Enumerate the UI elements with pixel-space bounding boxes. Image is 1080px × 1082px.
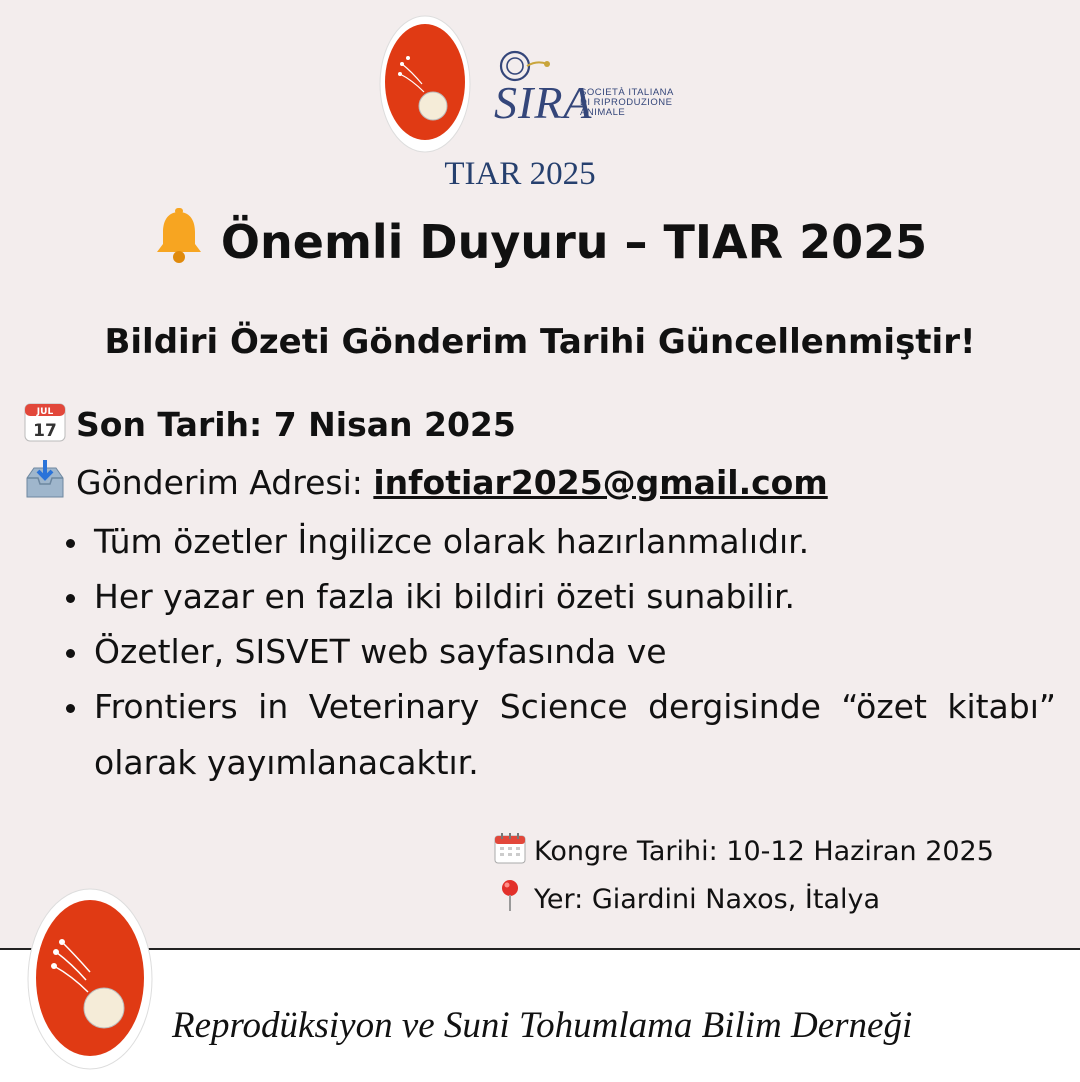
email-link[interactable]: infotiar2025@gmail.com <box>373 463 828 502</box>
sira-subtitle-line: SOCIETÀ ITALIANA <box>580 87 674 98</box>
list-item-text: Frontiers in Veterinary Science dergisinde “özet kitabı” olarak yayımlanacaktır. <box>94 687 1056 782</box>
congress-place-text: Yer: Giardini Naxos, İtalya <box>534 884 881 915</box>
bullet-dot <box>66 649 75 658</box>
spiral-calendar-icon <box>494 832 526 864</box>
address-label: Gönderim Adresi: <box>76 463 374 502</box>
sira-subtitle-line: DI RIPRODUZIONE <box>580 97 673 108</box>
bullet-dot <box>66 704 75 713</box>
address-row <box>24 460 828 502</box>
deadline-text: Son Tarih: 7 Nisan 2025 <box>76 405 516 444</box>
list-item <box>62 624 1056 679</box>
congress-date-text: Kongre Tarihi: 10-12 Haziran 2025 <box>534 836 994 867</box>
sira-subtitle-line: ANIMALE <box>580 107 626 118</box>
requirements-list <box>62 514 1056 791</box>
tiar-logo-text: TIAR 2025 <box>444 156 596 192</box>
announcement-title: Önemli Duyuru – TIAR 2025 <box>220 215 928 269</box>
svg-text:JUL: JUL <box>36 407 54 417</box>
list-item <box>62 514 1056 569</box>
congress-date-row <box>494 832 994 867</box>
svg-text:17: 17 <box>33 421 57 441</box>
bullet-dot <box>66 539 75 548</box>
deadline-row <box>24 402 516 444</box>
sira-subtitle <box>580 88 674 118</box>
list-item <box>62 679 1056 791</box>
round-pushpin-icon <box>494 878 526 912</box>
bullet-dot <box>66 594 75 603</box>
list-item-text: Özetler, SISVET web sayfasında ve <box>94 632 667 671</box>
inbox-tray-icon <box>24 460 66 500</box>
footer-organization: Reprodüksiyon ve Suni Tohumlama Bilim Derneği <box>172 1005 913 1046</box>
calendar-icon <box>24 402 66 442</box>
association-logo <box>378 14 472 154</box>
announcement-heading <box>0 208 1080 269</box>
list-item <box>62 569 1056 624</box>
list-item-text: Her yazar en fazla iki bildiri özeti sunabilir. <box>94 577 795 616</box>
sira-wordmark: SIRA <box>494 77 593 128</box>
announcement-subtitle: Bildiri Özeti Gönderim Tarihi Güncellenmiştir! <box>104 322 976 362</box>
congress-place-row <box>494 878 880 915</box>
association-logo <box>26 886 154 1072</box>
list-item-text: Tüm özetler İngilizce olarak hazırlanmalıdır. <box>94 522 810 561</box>
bell-icon <box>153 208 205 264</box>
